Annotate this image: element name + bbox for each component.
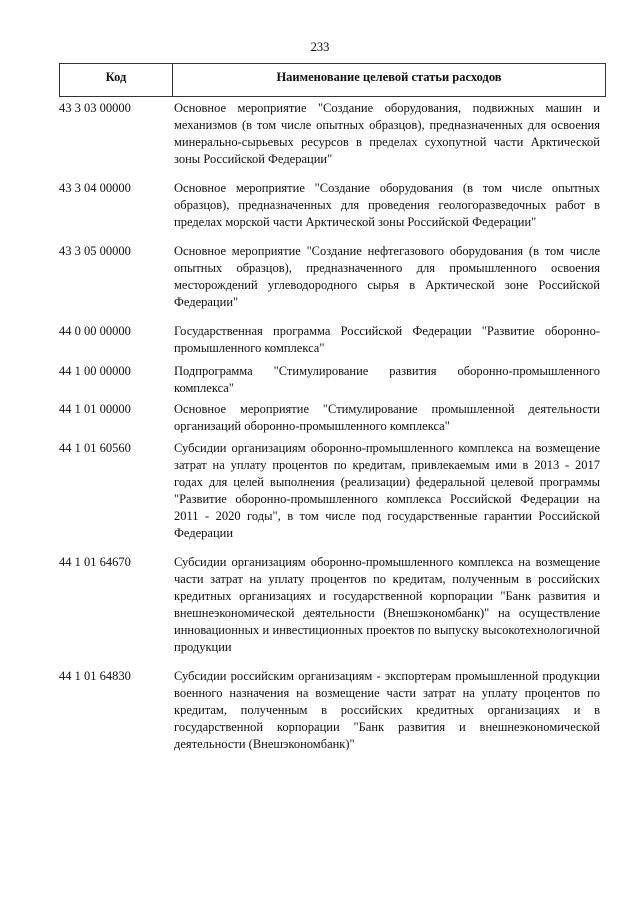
table-row (59, 323, 606, 357)
row-name: Государственная программа Российской Федерации "Развитие оборонно-промышленного комплекса" (174, 324, 600, 355)
row-code: 43 3 05 00000 (59, 244, 131, 258)
row-name: Основное мероприятие "Стимулирование промышленной деятельности организаций оборонно-промышленного комплекса" (174, 402, 600, 433)
row-code: 43 3 04 00000 (59, 181, 131, 195)
table-row (59, 440, 606, 542)
row-code: 44 1 01 60560 (59, 441, 131, 455)
table-row (59, 554, 606, 656)
row-name: Основное мероприятие "Создание оборудования (в том числе опытных образцов), предназначенных для проведения геологоразведочных работ в пределах морской части Арктической зоны Российской Федерации" (174, 181, 600, 229)
header-code: Код (60, 64, 173, 96)
row-name: Основное мероприятие "Создание оборудования, подвижных машин и механизмов (в том числе опытных образцов), предназначенных для освоения минерально-сырьевых ресурсов в пределах сухопутной части Арктической зоны Российской Федерации" (174, 101, 600, 166)
row-name: Основное мероприятие "Создание нефтегазового оборудования (в том числе опытных образцов), предназначенного для промышленного освоения месторождений углеводородного сырья в Арктической зоне Российской Федерации" (174, 244, 600, 309)
table-row (59, 180, 606, 231)
page-number: 233 (310, 40, 330, 54)
row-name: Субсидии организациям оборонно-промышленного комплекса на возмещение части затрат на уплату процентов по кредитам, полученным в российских кредитных организациях и государственной корпорации "Банк развития и внешнеэкономической деятельности (Внешэкономбанк)" на осуществление инновационных и инвестиционных проектов по выпуску высокотехнологичной продукции (174, 555, 600, 654)
row-code: 44 1 01 64830 (59, 669, 131, 683)
row-name: Субсидии организациям оборонно-промышленного комплекса на возмещение затрат на уплату процентов по кредитам, привлекаемым ими в 2013 - 2017 годах для целей выполнения (реализации) федеральной целевой программы "Развитие оборонно-промышленного комплекса Российской Федерации на 2011 - 2020 годы", в том числе под государственные гарантии Российской Федерации (174, 441, 600, 540)
header-name: Наименование целевой статьи расходов (276, 70, 502, 84)
table-header (59, 63, 606, 97)
row-code: 44 1 01 64670 (59, 555, 131, 569)
row-code: 43 3 03 00000 (59, 101, 131, 115)
row-name: Субсидии российским организациям - экспортерам промышленной продукции военного назначения на возмещение части затрат на уплату процентов по кредитам, полученным в российских кредитных организациях и в государственной корпорации "Банк развития и внешнеэкономической деятельности (Внешэкономбанк)" (174, 669, 600, 751)
row-code: 44 1 01 00000 (59, 402, 131, 416)
table-row (59, 243, 606, 311)
table-row (59, 668, 606, 753)
budget-code-table (59, 63, 606, 753)
row-code: 44 1 00 00000 (59, 364, 131, 378)
table-row (59, 401, 606, 435)
table-row (59, 363, 606, 397)
row-name: Подпрограмма "Стимулирование развития оборонно-промышленного комплекса" (174, 364, 600, 395)
table-row (59, 100, 606, 168)
row-code: 44 0 00 00000 (59, 324, 131, 338)
